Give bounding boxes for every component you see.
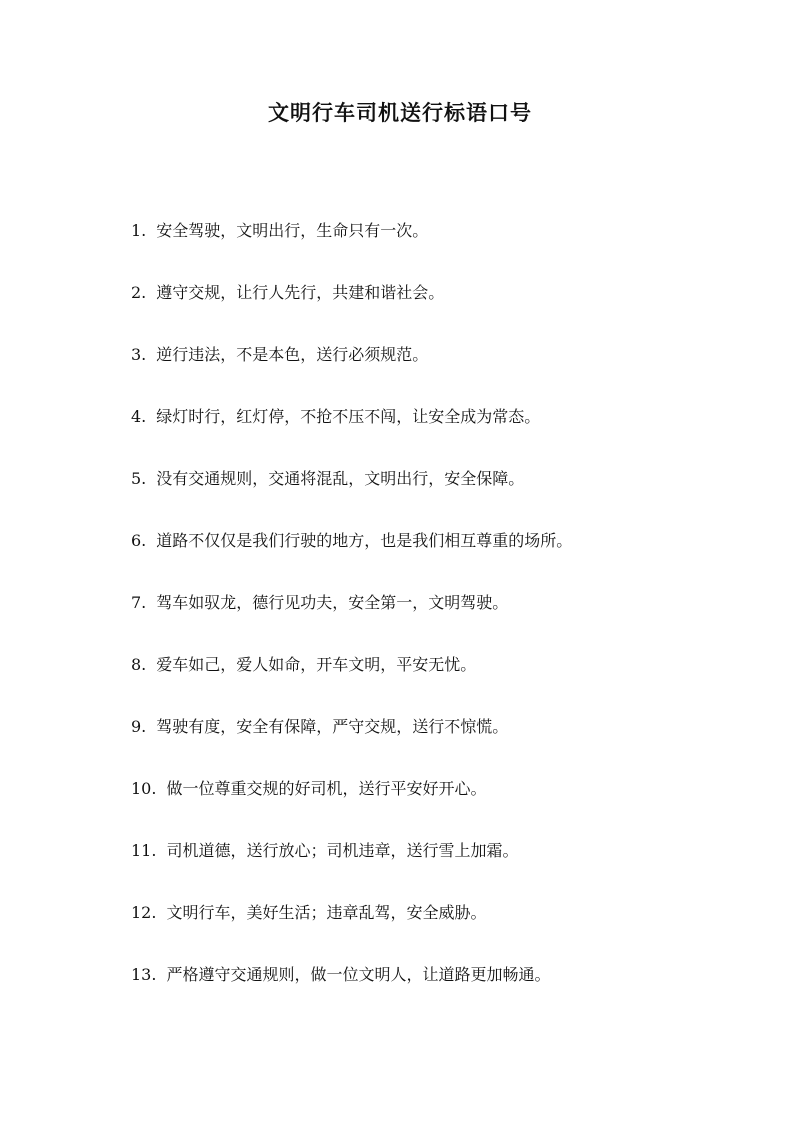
item-text: 遵守交规，让行人先行，共建和谐社会。 — [156, 283, 445, 302]
list-item — [131, 836, 751, 898]
item-text: 逆行违法，不是本色，送行必须规范。 — [156, 345, 429, 364]
item-number: 3. — [131, 345, 147, 364]
item-number: 13. — [131, 965, 157, 984]
list-item — [131, 464, 751, 526]
item-number: 8. — [131, 655, 147, 674]
item-text: 做一位尊重交规的好司机，送行平安好开心。 — [166, 779, 487, 798]
list-item — [131, 340, 751, 402]
list-item — [131, 712, 751, 774]
item-text: 驾车如驭龙，德行见功夫，安全第一，文明驾驶。 — [156, 593, 509, 612]
item-text: 道路不仅仅是我们行驶的地方，也是我们相互尊重的场所。 — [156, 531, 573, 550]
item-text: 驾驶有度，安全有保障，严守交规，送行不惊慌。 — [156, 717, 509, 736]
item-text: 爱车如己，爱人如命，开车文明，平安无忧。 — [156, 655, 477, 674]
item-number: 10. — [131, 779, 157, 798]
list-item — [131, 960, 751, 1022]
item-text: 严格遵守交通规则，做一位文明人，让道路更加畅通。 — [166, 965, 551, 984]
list-item — [131, 216, 751, 278]
item-text: 绿灯时行，红灯停，不抢不压不闯，让安全成为常态。 — [156, 407, 541, 426]
document-title: 文明行车司机送行标语口号 — [268, 100, 532, 125]
list-item — [131, 650, 751, 712]
item-number: 4. — [131, 407, 147, 426]
item-number: 9. — [131, 717, 147, 736]
list-item — [131, 526, 751, 588]
slogan-list — [131, 216, 751, 1022]
item-number: 11. — [131, 841, 157, 860]
item-number: 6. — [131, 531, 147, 550]
item-number: 2. — [131, 283, 147, 302]
item-text: 安全驾驶，文明出行，生命只有一次。 — [156, 221, 429, 240]
item-text: 没有交通规则，交通将混乱，文明出行，安全保障。 — [156, 469, 525, 488]
item-text: 文明行车，美好生活；违章乱驾，安全威胁。 — [166, 903, 487, 922]
list-item — [131, 774, 751, 836]
item-text: 司机道德，送行放心；司机违章，送行雪上加霜。 — [166, 841, 519, 860]
item-number: 7. — [131, 593, 147, 612]
item-number: 1. — [131, 221, 147, 240]
item-number: 12. — [131, 903, 157, 922]
list-item — [131, 588, 751, 650]
item-number: 5. — [131, 469, 147, 488]
list-item — [131, 402, 751, 464]
list-item — [131, 278, 751, 340]
list-item — [131, 898, 751, 960]
